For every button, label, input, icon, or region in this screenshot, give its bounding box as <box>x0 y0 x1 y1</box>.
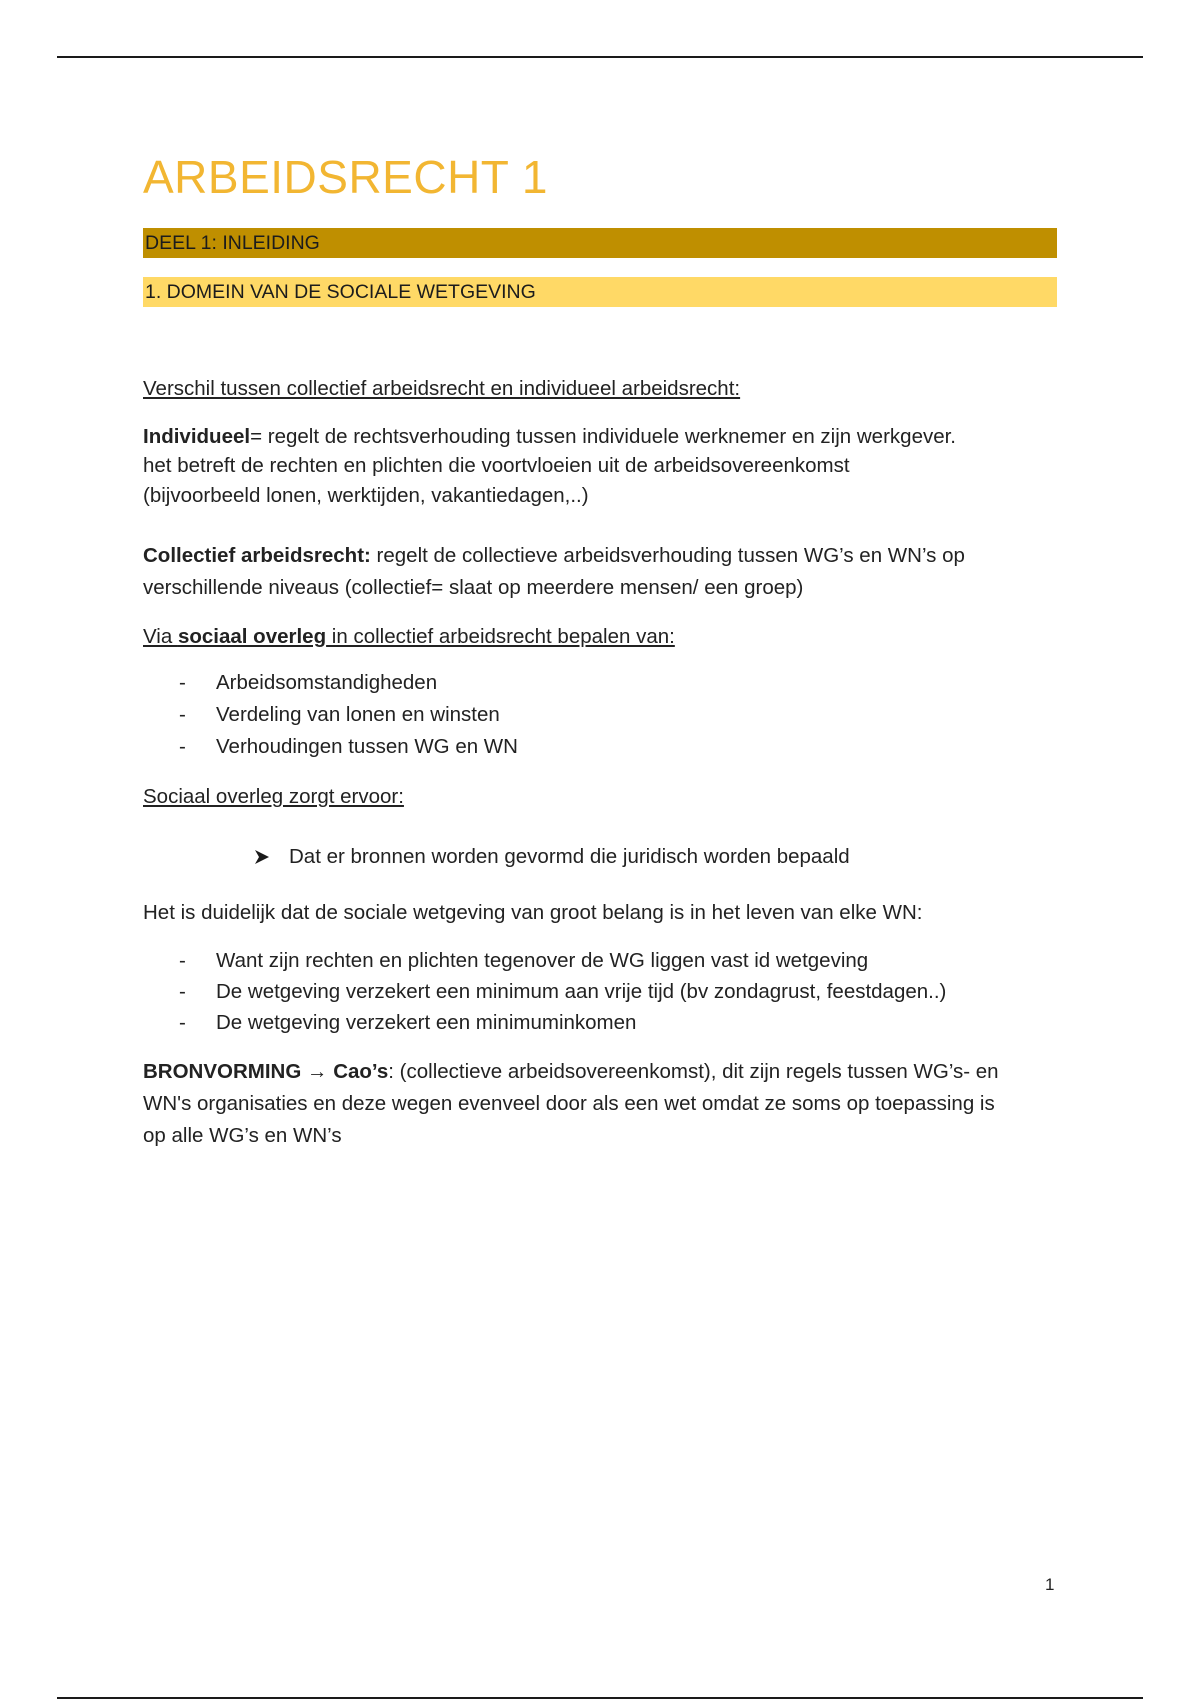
bronvorming-definition: : (collectieve arbeidsovereenkomst), dit zijn regels tussen WG’s- en <box>388 1060 999 1083</box>
arrow-list-item-text: Dat er bronnen worden gevormd die juridisch worden bepaald <box>289 845 850 868</box>
collectief-line-1 <box>143 541 1057 571</box>
belang-intro: Het is duidelijk dat de sociale wetgeving van groot belang is in het leven van elke WN: <box>143 901 923 924</box>
individueel-definition: = regelt de rechtsverhouding tussen individuele werknemer en zijn werkgever. <box>250 425 957 448</box>
overleg-heading-bold: sociaal overleg <box>177 625 327 648</box>
list-item-text: De wetgeving verzekert een minimuminkomen <box>216 1011 637 1034</box>
list-item-text: Want zijn rechten en plichten tegenover de WG liggen vast id wetgeving <box>216 949 869 972</box>
list-item-text: De wetgeving verzekert een minimum aan vrije tijd (bv zondagrust, feestdagen..) <box>216 980 947 1003</box>
individueel-term: Individueel <box>143 425 251 448</box>
bronvorming-line-1 <box>143 1057 1057 1087</box>
overleg-heading <box>143 622 1057 652</box>
list-item-text: Verhoudingen tussen WG en WN <box>216 735 518 758</box>
bronvorming-line-3: op alle WG’s en WN’s <box>143 1124 342 1147</box>
individueel-line-2: het betreft de rechten en plichten die voortvloeien uit de arbeidsovereenkomst <box>143 454 850 477</box>
section-heading: DEEL 1: INLEIDING <box>143 228 1057 258</box>
bronvorming-line-2: WN's organisaties en deze wegen evenveel door als een wet omdat ze soms op toepassing is <box>143 1092 995 1115</box>
zorgt-heading: Sociaal overleg zorgt ervoor: <box>143 785 404 808</box>
page-number: 1 <box>1045 1575 1055 1594</box>
overleg-heading-suffix: in collectief arbeidsrecht bepalen van: <box>326 625 675 648</box>
comparison-heading: Verschil tussen collectief arbeidsrecht en individueel arbeidsrecht: <box>143 377 741 400</box>
list-item-text: Arbeidsomstandigheden <box>216 671 438 694</box>
collectief-definition: regelt de collectieve arbeidsverhouding tussen WG’s en WN’s op <box>370 544 965 567</box>
dash-bullet: - <box>179 949 186 972</box>
collectief-line-2: verschillende niveaus (collectief= slaat op meerdere mensen/ een groep) <box>143 576 804 599</box>
arrowhead-bullet-icon <box>253 842 271 875</box>
bottom-rule <box>57 1697 1143 1699</box>
dash-bullet: - <box>179 1011 186 1034</box>
list-item-text: Verdeling van lonen en winsten <box>216 703 500 726</box>
individueel-line-1 <box>143 422 1057 452</box>
collectief-term: Collectief arbeidsrecht: <box>143 544 371 567</box>
dash-bullet: - <box>179 980 186 1003</box>
dash-bullet: - <box>179 735 186 758</box>
overleg-heading-prefix: Via <box>143 625 178 648</box>
document-title: ARBEIDSRECHT 1 <box>143 151 548 203</box>
dash-bullet: - <box>179 703 186 726</box>
dash-bullet: - <box>179 671 186 694</box>
top-rule <box>57 56 1143 58</box>
subsection-heading: 1. DOMEIN VAN DE SOCIALE WETGEVING <box>143 277 1057 307</box>
bronvorming-term: BRONVORMING → Cao’s <box>143 1060 389 1083</box>
individueel-line-3: (bijvoorbeeld lonen, werktijden, vakantiedagen,..) <box>143 484 589 507</box>
